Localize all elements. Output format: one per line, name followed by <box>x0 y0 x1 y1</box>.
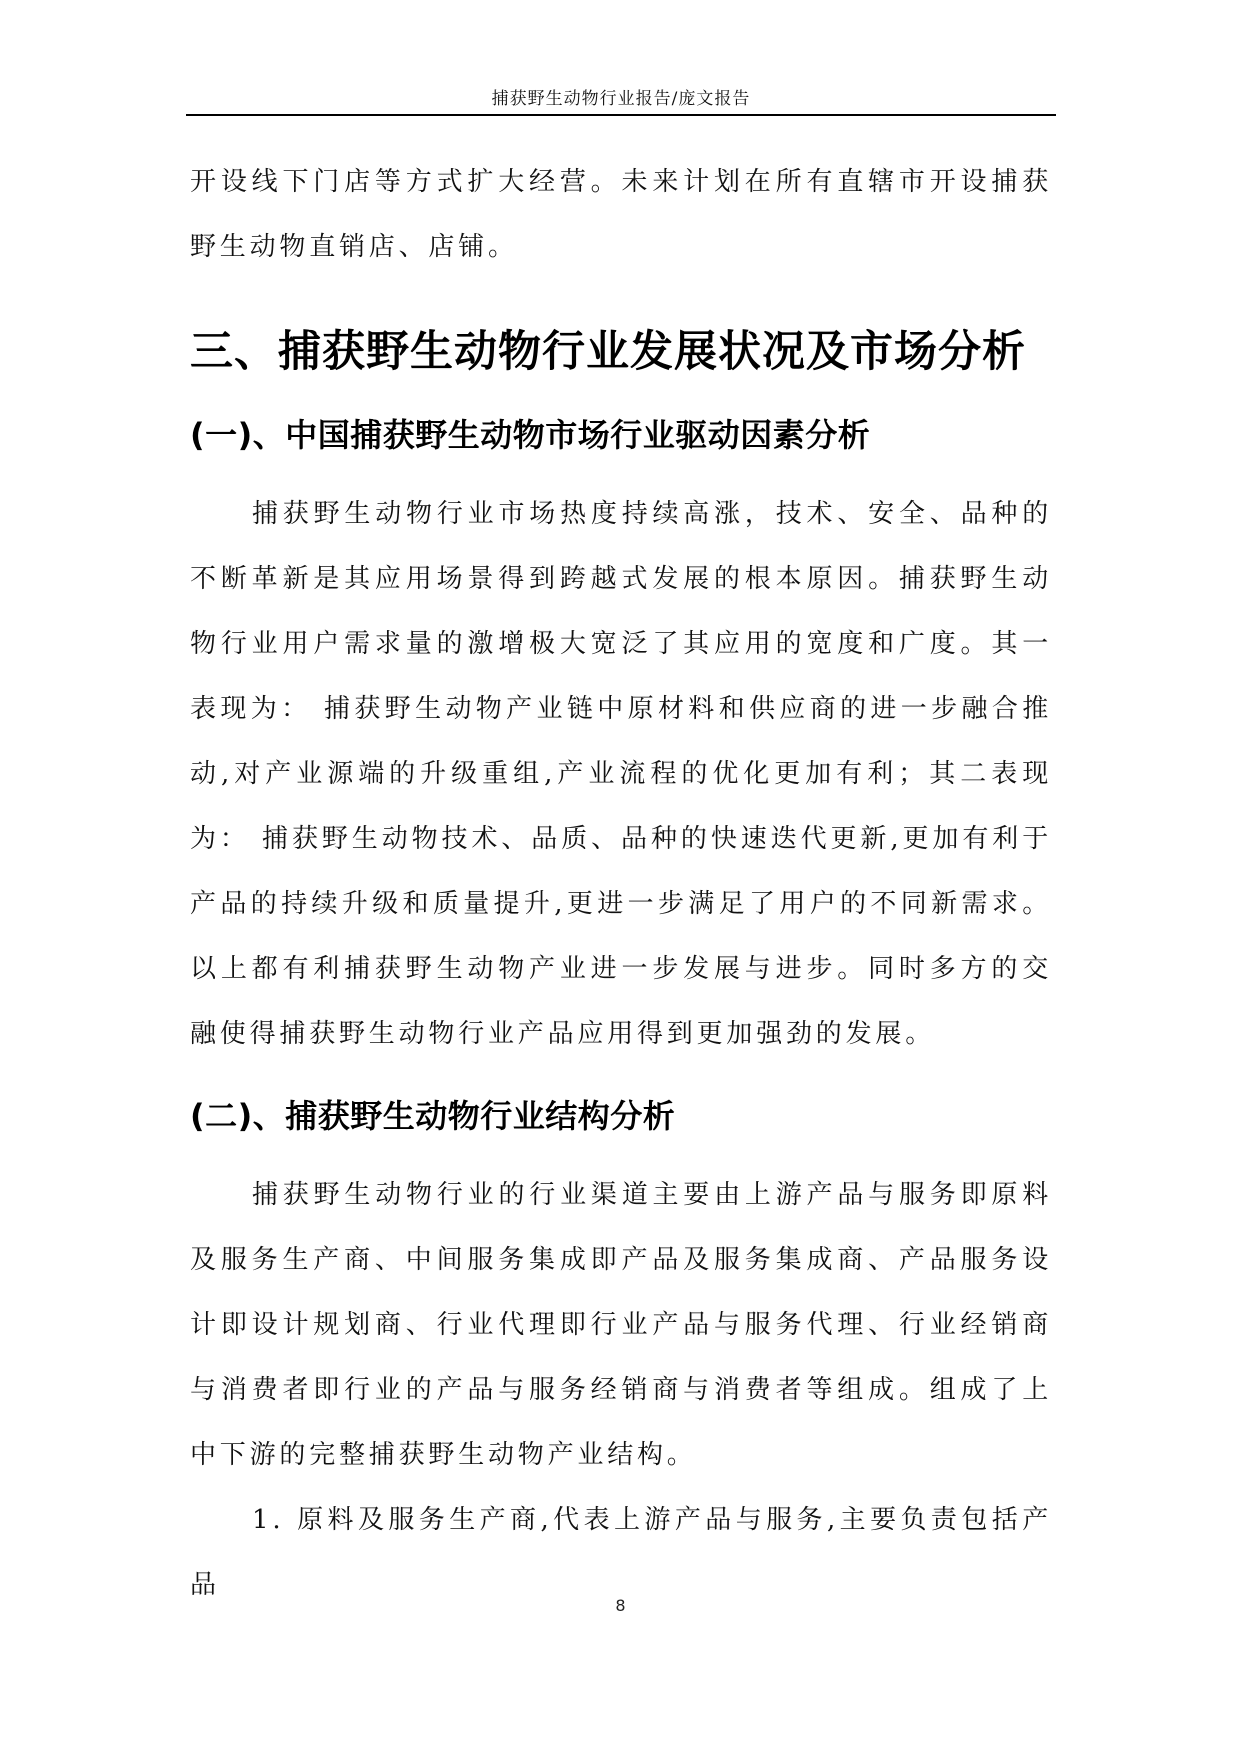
page-content <box>190 150 1052 1618</box>
continued-paragraph: 开设线下门店等方式扩大经营。未来计划在所有直辖市开设捕获野生动物直销店、店铺。 <box>190 167 1052 262</box>
running-header: 捕获野生动物行业报告/庞文报告 <box>491 89 751 109</box>
list-item: 1. 原料及服务生产商,代表上游产品与服务,主要负责包括产品 <box>190 1505 1052 1600</box>
structure-paragraph: 捕获野生动物行业的行业渠道主要由上游产品与服务即原料及服务生产商、中间服务集成即产品及服务集成商、产品服务设计即设计规划商、行业代理即行业产品与服务代理、行业经销商与消费者即行业的产品与服务经销商与消费者等组成。组成了上中下游的完整捕获野生动物产业结构。 <box>190 1180 1052 1470</box>
page-number: 8 <box>615 1596 626 1615</box>
section-title: 三、捕获野生动物行业发展状况及市场分析 <box>190 327 1026 377</box>
subsection-title-drivers: (一)、中国捕获野生动物市场行业驱动因素分析 <box>190 416 871 454</box>
drivers-paragraph: 捕获野生动物行业市场热度持续高涨，技术、安全、品种的不断革新是其应用场景得到跨越式发展的根本原因。捕获野生动物行业用户需求量的激增极大宽泛了其应用的宽度和广度。其一表现为： 捕获野生动物产业链中原材料和供应商的进一步融合推动,对产业源端的升级重组,产业流程的优化更加有利；其二表现为： 捕获野生动物技术、品质、品种的快速迭代更新,更加有利于产品的持续升级和质量提升,更进一步满足了用户的不同新需求。以上都有利捕获野生动物产业进一步发展与进步。同时多方的交融使得捕获野生动物行业产品应用得到更加强劲的发展。 <box>190 499 1052 1049</box>
header-divider <box>186 114 1056 116</box>
subsection-title-structure: (二)、捕获野生动物行业结构分析 <box>190 1097 676 1135</box>
